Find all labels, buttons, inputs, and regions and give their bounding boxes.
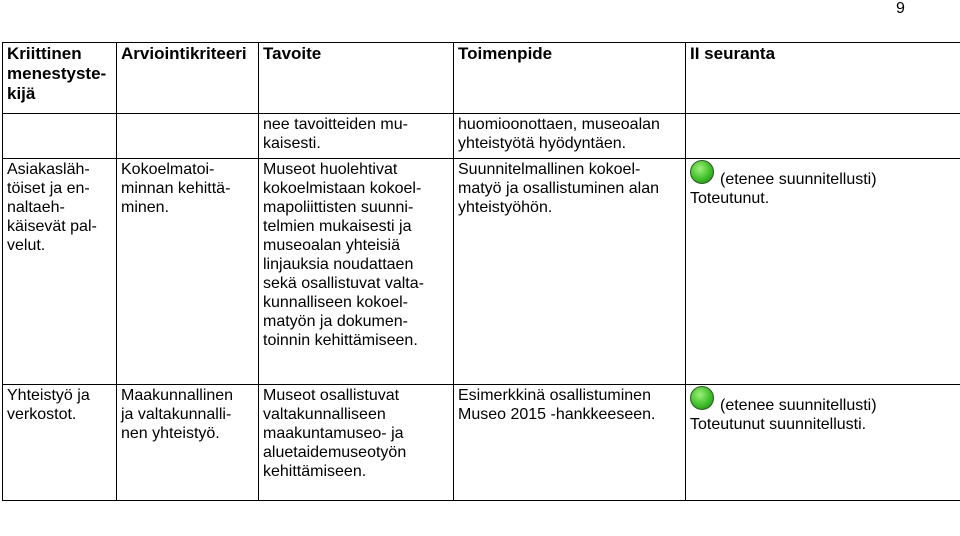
header-action: Toimenpide [454,43,686,114]
criterion-cell: Maakunnallinen ja valtakunnalli- nen yhteistyö. [117,385,259,501]
goal-cell: nee tavoitteiden mu- kaisesti. [259,114,454,159]
goal-cell: Museot osallistuvat valtakunnalliseen maakuntamuseo- ja aluetaidemuseotyön kehittämiseen. [259,385,454,501]
header-goal: Tavoite [259,43,454,114]
green-status-light-icon [690,386,714,410]
status-progress-text: (etenee suunnitellusti) [720,397,877,414]
action-cell: Esimerkkinä osallistuminen Museo 2015 -hankkeeseen. [454,385,686,501]
table-row [3,114,960,159]
follow-up-table [2,42,960,501]
status-result-text: Toteutunut. [690,190,770,207]
factor-cell: Yhteistyö ja verkostot. [3,385,117,501]
green-status-light-icon [690,160,714,184]
status-line [690,386,960,415]
status-line [690,160,960,189]
page-number: 9 [896,0,905,17]
table-row [3,385,960,501]
table-cell [3,114,117,159]
criterion-cell: Kokoelmatoi- minnan kehittä- minen. [117,159,259,385]
action-cell: huomioonottaen, museoalan yhteistyötä hyödyntäen. [454,114,686,159]
status-cell [686,159,960,385]
header-critical-factor: Kriittinen menestyste- kijä [3,43,117,114]
status-result-text: Toteutunut suunnitellusti. [690,416,867,433]
status-progress-text: (etenee suunnitellusti) [720,171,877,188]
table-row [3,159,960,385]
table-cell [117,114,259,159]
table-cell [686,114,960,159]
action-cell: Suunnitelmallinen kokoel- matyö ja osallistuminen alan yhteistyöhön. [454,159,686,385]
table-header-row [3,43,960,114]
header-follow-up: II seuranta [686,43,960,114]
factor-cell: Asiakasläh- töiset ja en- naltaeh- käisevät pal- velut. [3,159,117,385]
status-cell [686,385,960,501]
header-criterion: Arviointikriteeri [117,43,259,114]
goal-cell: Museot huolehtivat kokoelmistaan kokoel- mapoliittisten suunni- telmien mukaisesti ja museoalan yhteisiä linjauksia noudattaen sekä osallistuvat valta- kunnalliseen kokoel- matyön ja dokumen- toinnin kehittämiseen. [259,159,454,385]
